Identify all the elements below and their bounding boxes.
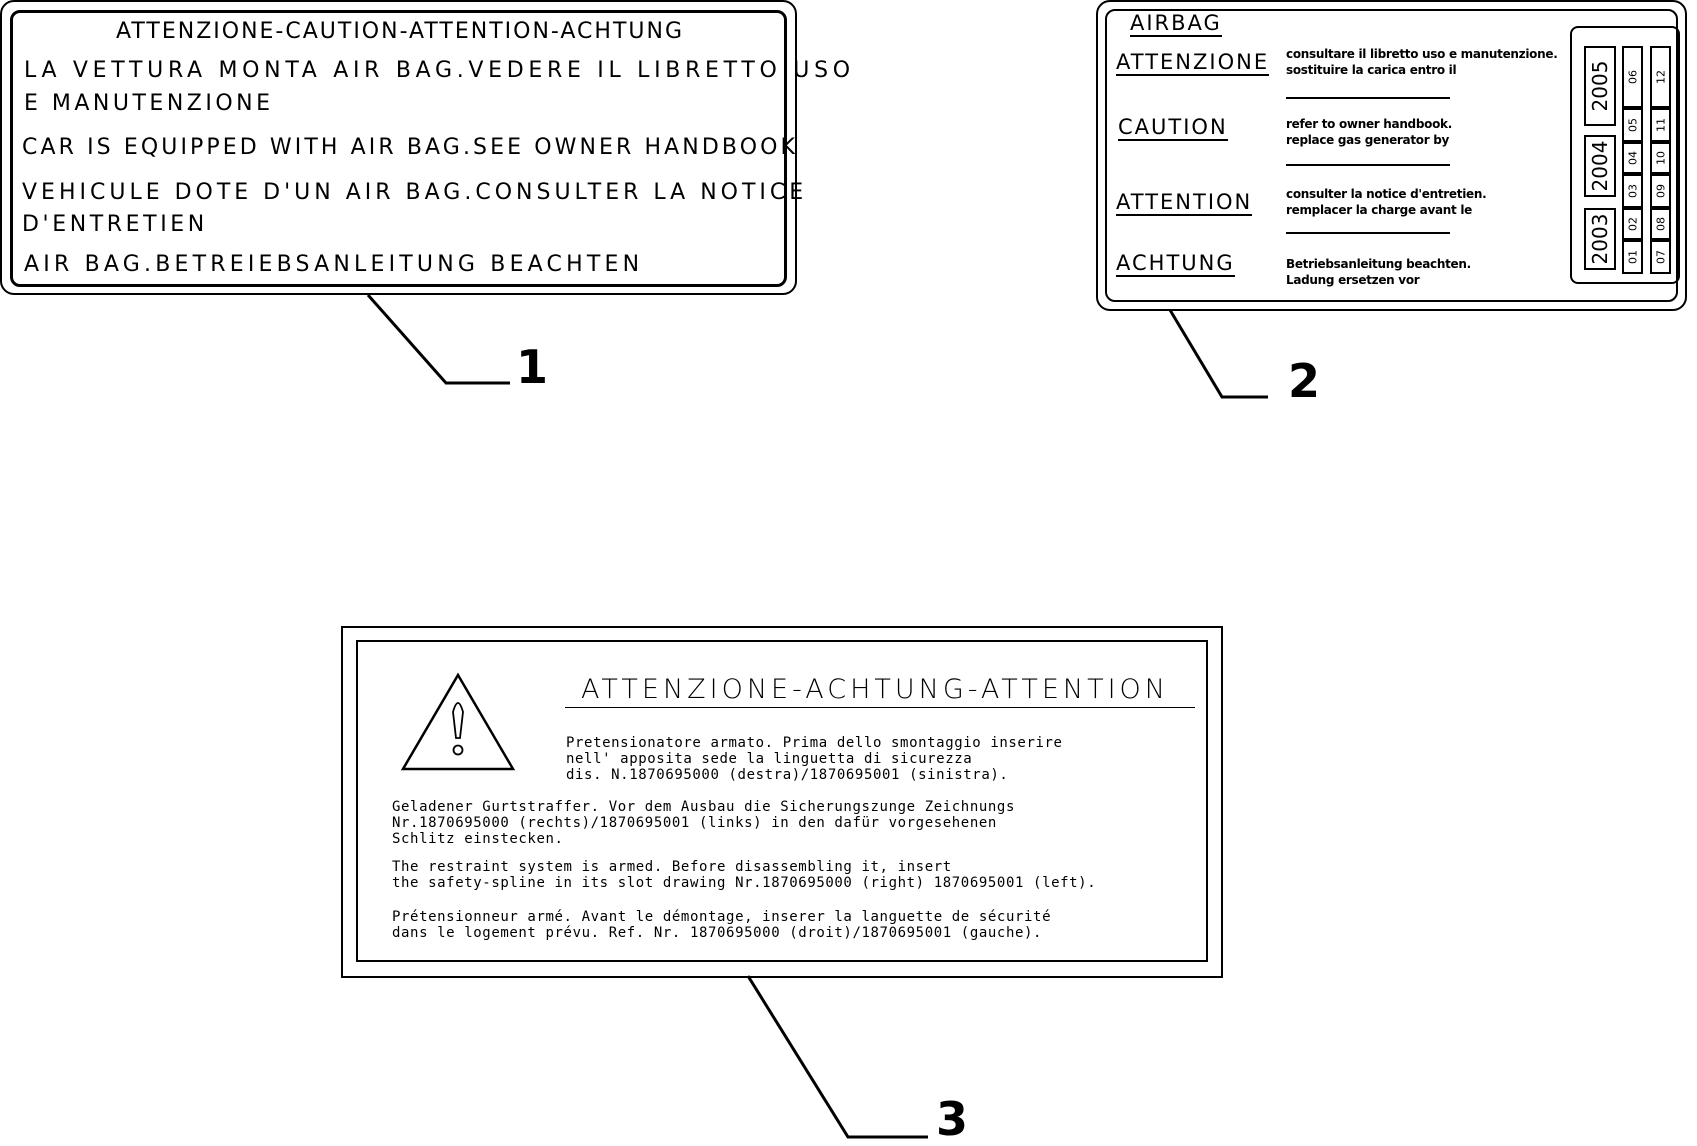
- month-cell-03: [1622, 174, 1643, 208]
- year-2003-text: 2003: [1588, 213, 1612, 265]
- year-cell-2004: [1584, 135, 1616, 197]
- month-cell-07: [1650, 240, 1671, 274]
- label2-text-french-1: consulter la notice d'entretien.: [1286, 187, 1487, 201]
- leader-line-1: [368, 295, 510, 383]
- label3-title-underline: [565, 707, 1195, 708]
- label2-divider-3: [1286, 232, 1450, 234]
- label3-paragraph-french: Prétensionneur armé. Avant le démontage, inserer la languette de sécurité dans le logement prévu. Ref. Nr. 1870695000 (droit)/1870695001 (gauche).: [392, 909, 1052, 941]
- label2-heading-english: CAUTION: [1118, 115, 1228, 139]
- leader-line-2: [1170, 310, 1268, 397]
- month-12-text: 12: [1654, 70, 1667, 84]
- year-cell-2005: [1584, 46, 1616, 126]
- month-08-text: 08: [1654, 217, 1667, 231]
- label2-text-italian-2: sostituire la carica entro il: [1286, 63, 1457, 77]
- month-05-text: 05: [1626, 118, 1639, 132]
- label2-heading-french: ATTENTION: [1116, 190, 1253, 214]
- label3-title: ATTENZIONE-ACHTUNG-ATTENTION: [581, 674, 1169, 705]
- month-cell-04: [1622, 142, 1643, 174]
- label2-heading-german: ACHTUNG: [1116, 251, 1235, 275]
- callout-number-2: 2: [1288, 354, 1321, 408]
- year-cell-2003: [1584, 208, 1616, 270]
- label3-paragraph-german: Geladener Gurtstraffer. Vor dem Ausbau die Sicherungszunge Zeichnungs Nr.1870695000 (rechts)/1870695001 (links) in den dafür vorgesehenen Schlitz einstecken.: [392, 799, 1015, 847]
- label2-heading-italian: ATTENZIONE: [1116, 50, 1270, 74]
- year-2004-text: 2004: [1588, 140, 1612, 192]
- month-02-text: 02: [1626, 217, 1639, 231]
- label1-line-german: AIR BAG.BETREIEBSANLEITUNG BEACHTEN: [24, 252, 644, 277]
- month-cell-08: [1650, 208, 1671, 240]
- label2-text-italian-1: consultare il libretto uso e manutenzione.: [1286, 47, 1558, 61]
- label2-text-german-1: Betriebsanleitung beachten.: [1286, 257, 1471, 271]
- month-04-text: 04: [1626, 151, 1639, 165]
- month-cell-02: [1622, 208, 1643, 240]
- month-cell-06: [1622, 46, 1643, 108]
- airbag-service-label-2: [1096, 0, 1696, 312]
- month-01-text: 01: [1626, 250, 1639, 264]
- month-cell-11: [1650, 108, 1671, 142]
- month-cell-12: [1650, 46, 1671, 108]
- month-cell-01: [1622, 240, 1643, 274]
- label2-divider-2: [1286, 164, 1450, 166]
- year-2005-text: 2005: [1588, 60, 1612, 112]
- month-cell-05: [1622, 108, 1643, 142]
- label1-line-italian-1: LA VETTURA MONTA AIR BAG.VEDERE IL LIBRETTO USO: [24, 58, 855, 83]
- warning-triangle-icon: [399, 672, 517, 772]
- month-11-text: 11: [1654, 118, 1667, 132]
- airbag-warning-label-1: [0, 0, 855, 295]
- month-09-text: 09: [1654, 184, 1667, 198]
- leader-line-3: [748, 976, 928, 1137]
- label1-line-italian-2: E MANUTENZIONE: [24, 91, 274, 116]
- label1-line-french-2: D'ENTRETIEN: [22, 212, 208, 237]
- label3-paragraph-english: The restraint system is armed. Before disassembling it, insert the safety-spline in its slot drawing Nr.1870695000 (right) 1870695001 (left).: [392, 859, 1097, 891]
- month-06-text: 06: [1626, 70, 1639, 84]
- month-03-text: 03: [1626, 184, 1639, 198]
- label2-title: AIRBAG: [1130, 11, 1222, 35]
- label2-text-german-2: Ladung ersetzen vor: [1286, 273, 1420, 287]
- month-cell-10: [1650, 142, 1671, 174]
- label1-line-french-1: VEHICULE DOTE D'UN AIR BAG.CONSULTER LA NOTICE: [22, 180, 808, 205]
- callout-number-3: 3: [936, 1092, 969, 1146]
- month-cell-09: [1650, 174, 1671, 208]
- month-07-text: 07: [1654, 250, 1667, 264]
- label2-date-grid: [1570, 26, 1680, 284]
- label1-header: ATTENZIONE-CAUTION-ATTENTION-ACHTUNG: [116, 19, 684, 44]
- label3-paragraph-italian: Pretensionatore armato. Prima dello smontaggio inserire nell' apposita sede la linguetta di sicurezza dis. N.1870695000 (destra)/1870695001 (sinistra).: [566, 735, 1063, 783]
- label2-text-english-1: refer to owner handbook.: [1286, 117, 1452, 131]
- label2-text-french-2: remplacer la charge avant le: [1286, 203, 1473, 217]
- label2-text-english-2: replace gas generator by: [1286, 133, 1450, 147]
- pretensioner-warning-label-3: [341, 626, 1223, 978]
- callout-number-1: 1: [516, 340, 549, 394]
- label2-divider-1: [1286, 97, 1450, 99]
- label1-line-english: CAR IS EQUIPPED WITH AIR BAG.SEE OWNER HANDBOOK: [22, 135, 799, 160]
- month-10-text: 10: [1654, 151, 1667, 165]
